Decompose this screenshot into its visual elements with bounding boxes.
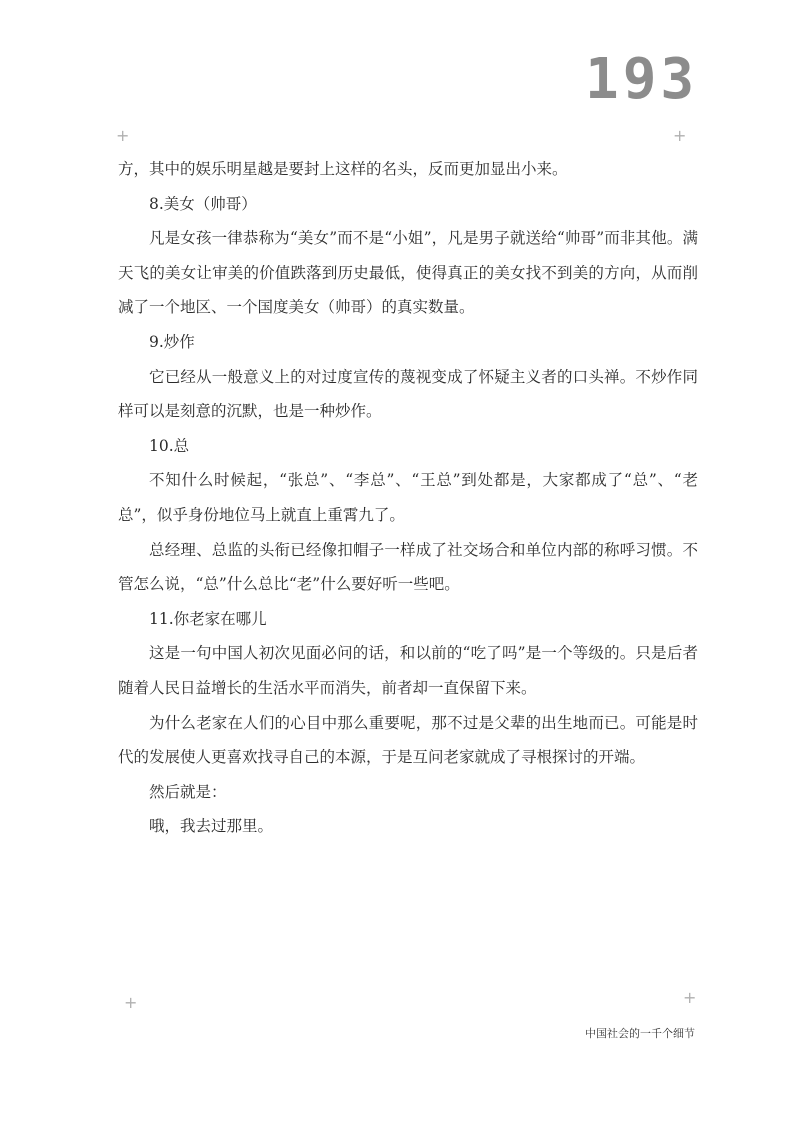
section-heading: 10.总 — [149, 436, 190, 455]
crop-mark-top-left-icon: + — [116, 126, 130, 145]
crop-mark-bottom-left-icon: + — [124, 993, 138, 1012]
section-heading: 9.炒作 — [149, 332, 195, 351]
paragraph: 然后就是： — [149, 782, 227, 801]
paragraph: 哦，我去过那里。 — [149, 817, 274, 836]
paragraph: 不知什么时候起，“张总”、“李总”、“王总”到处都是，大家都成了“总”、“老总”，似乎身份地位马上就直上重霄九了。 — [118, 471, 698, 524]
crop-mark-top-right-icon: + — [673, 126, 687, 145]
running-footer: 中国社会的一千个细节 — [585, 1027, 695, 1040]
paragraph: 它已经从一般意义上的对过度宣传的蔑视变成了怀疑主义者的口头禅。不炒作同样可以是刻意的沉默，也是一种炒作。 — [118, 367, 698, 421]
paragraph: 方，其中的娱乐明星越是要封上这样的名头，反而更加显出小来。 — [118, 160, 568, 178]
body-text — [118, 152, 698, 844]
page-number: 193 — [585, 47, 699, 112]
paragraph: 为什么老家在人们的心目中那么重要呢，那不过是父辈的出生地而已。可能是时代的发展使人更喜欢找寻自己的本源，于是互问老家就成了寻根探讨的开端。 — [118, 713, 698, 767]
paragraph: 这是一句中国人初次见面必问的话，和以前的“吃了吗”是一个等级的。只是后者随着人民日益增长的生活水平而消失，前者却一直保留下来。 — [118, 644, 698, 697]
paragraph: 凡是女孩一律恭称为“美女”而不是“小姐”，凡是男子就送给“帅哥”而非其他。满天飞的美女让审美的价值跌落到历史最低，使得真正的美女找不到美的方向，从而削减了一个地区、一个国度美女（帅哥）的真实数量。 — [118, 229, 698, 317]
section-heading: 11.你老家在哪儿 — [149, 609, 267, 628]
section-heading: 8.美女（帅哥） — [149, 194, 257, 213]
crop-mark-bottom-right-icon: + — [683, 988, 697, 1007]
paragraph: 总经理、总监的头衔已经像扣帽子一样成了社交场合和单位内部的称呼习惯。不管怎么说，“总”什么总比“老”什么要好听一些吧。 — [118, 540, 698, 594]
